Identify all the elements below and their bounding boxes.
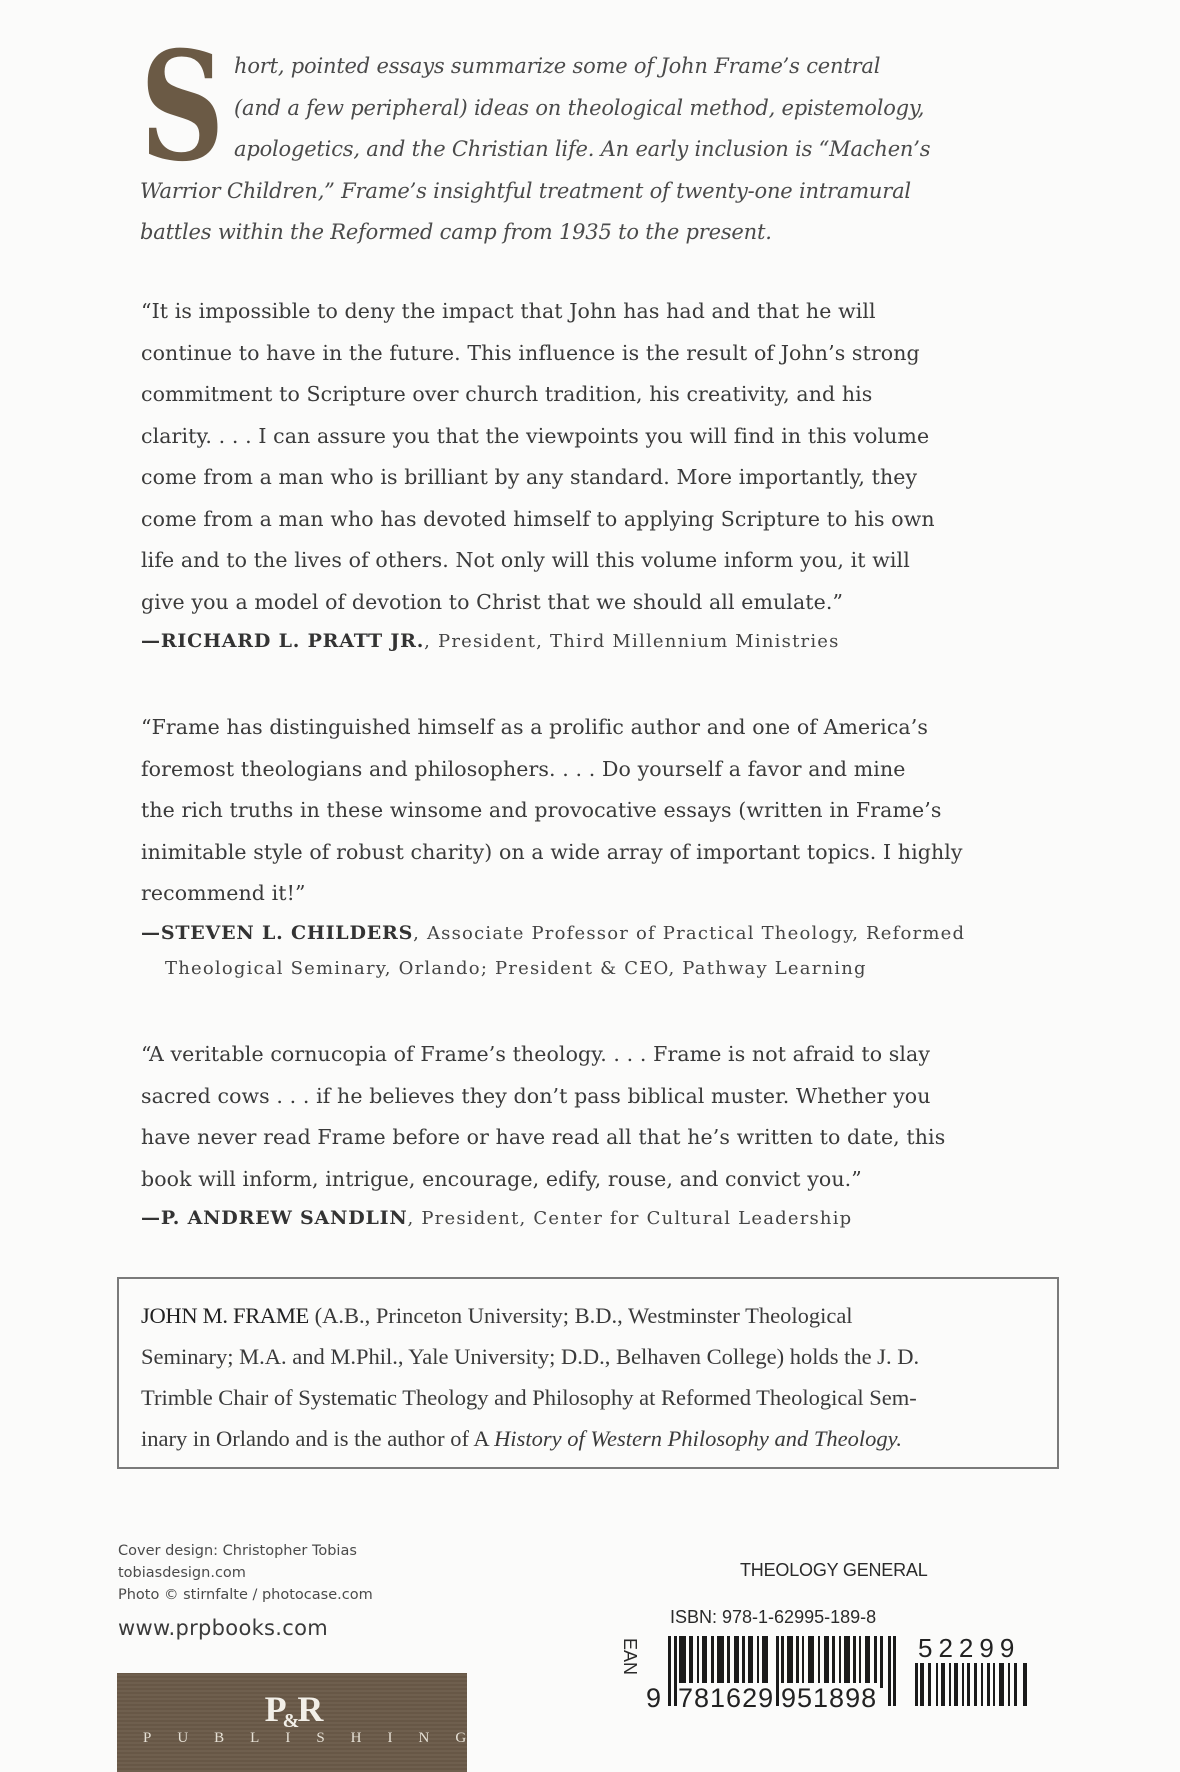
intro-line: (and a few peripheral) ideas on theological method, epistemology, [234,95,925,120]
book-title: History of Western Philosophy and Theology. [494,1426,902,1451]
quote-line: “Frame has distinguished himself as a prolific author and one of America’s [141,715,928,739]
author-name: JOHN M. FRAME [141,1303,310,1328]
ean-first-digit: 9 [646,1683,662,1713]
quote-line: continue to have in the future. This influence is the result of John’s strong [141,340,920,365]
credit-line: tobiasdesign.com [118,1565,246,1581]
bio-line [141,1418,1041,1459]
bio-line: Seminary; M.A. and M.Phil., Yale University; D.D., Belhaven College) holds the J. D. [141,1344,920,1369]
quote-line: “It is impossible to deny the impact that John has had and that he will [141,299,876,323]
quote-line: foremost theologians and philosophers. . . . Do yourself a favor and mine [141,756,906,781]
quote-line: recommend it!” [141,881,306,905]
logo-letter: R [297,1689,320,1729]
attribution [141,623,1081,659]
credit-line: Photo © stirnfalte / photocase.com [118,1587,373,1603]
publisher-logo [117,1673,493,1772]
endorsement-pratt [141,291,1081,659]
intro-line: apologetics, and the Christian life. An early inclusion is “Machen’s [234,137,931,161]
endorser-name: P. ANDREW SANDLIN [160,1207,408,1229]
quote-line: commitment to Scripture over church tradition, his creativity, and his [141,382,873,406]
quote-line: life and to the lives of others. Not only will this volume inform you, it will [141,548,910,572]
quote-line: come from a man who has devoted himself to applying Scripture to his own [141,506,935,531]
category-label: THEOLOGY GENERAL [740,1560,928,1580]
endorsement-childers [141,707,1081,987]
attribution-dash: — [141,630,161,652]
intro-line: hort, pointed essays summarize some of John Frame’s central [234,54,881,78]
ean-right-digits: 951898 [781,1683,878,1713]
price-code-digits: 52299 [918,1633,1021,1663]
author-bio-text [141,1295,1041,1459]
attribution-dash: — [141,1207,161,1229]
endorser-name: STEVEN L. CHILDERS [160,921,414,944]
intro-line: battles within the Reformed camp from 1935 to the present. [140,220,772,244]
author-bio-box [117,1277,1059,1469]
credit-line: Cover design: Christopher Tobias [118,1543,357,1559]
logo-ampersand: & [282,1710,298,1732]
supplemental-barcode [915,1663,1030,1706]
quote-line: inimitable style of robust charity) on a wide array of important topics. I highly [141,839,963,864]
attribution [141,915,1081,951]
quote-line: come from a man who is brilliant by any standard. More importantly, they [141,465,918,489]
isbn-label: ISBN: 978-1-62995-189-8 [670,1607,877,1627]
quote-line: “A veritable cornucopia of Frame’s theology. . . . Frame is not afraid to slay [141,1042,931,1066]
bio-line [141,1295,1041,1336]
drop-cap: S [140,19,225,195]
quote-line: the rich truths in these winsome and provocative essays (written in Frame’s [141,798,942,822]
attribution-continued: Theological Seminary, Orlando; President & CEO, Pathway Learning [165,957,867,979]
ean-label: EAN [620,1638,640,1676]
bio-line-text: (A.B., Princeton University; B.D., Westminster Theological [309,1303,853,1328]
quote-line: clarity. . . . I can assure you that the viewpoints you will find in this volume [141,423,930,448]
publishing-wordmark: PUBLISHING [143,1730,493,1746]
intro-paragraph [140,19,1080,254]
endorser-title: , President, Third Millennium Ministries [424,631,840,652]
ean-left-digits: 781629 [678,1683,775,1713]
publisher-website: www.prpbooks.com [118,1616,329,1640]
bio-line: Trimble Chair of Systematic Theology and Philosophy at Reformed Theological Sem- [141,1385,917,1410]
quote-line: give you a model of devotion to Christ that we should all emulate.” [141,589,844,614]
bio-line-text: inary in Orlando and is the author of A [141,1426,495,1451]
endorser-title: , President, Center for Cultural Leadership [407,1208,853,1229]
cover-credits [118,1540,373,1606]
quote-line: sacred cows . . . if he believes they don’t pass biblical muster. Whether you [141,1083,931,1108]
endorser-name: RICHARD L. PRATT JR. [160,630,425,652]
logo-letter: P [264,1689,283,1729]
intro-line: Warrior Children,” Frame’s insightful treatment of twenty-one intramural [140,178,911,203]
attribution-dash: — [141,921,161,944]
quote-line: have never read Frame before or have read all that he’s written to date, this [141,1125,946,1149]
endorsement-sandlin [141,1034,1081,1236]
attribution [141,1200,1081,1236]
quote-line: book will inform, intrigue, encourage, edify, rouse, and convict you.” [141,1166,862,1191]
endorser-title: , Associate Professor of Practical Theology, Reformed [413,922,966,944]
